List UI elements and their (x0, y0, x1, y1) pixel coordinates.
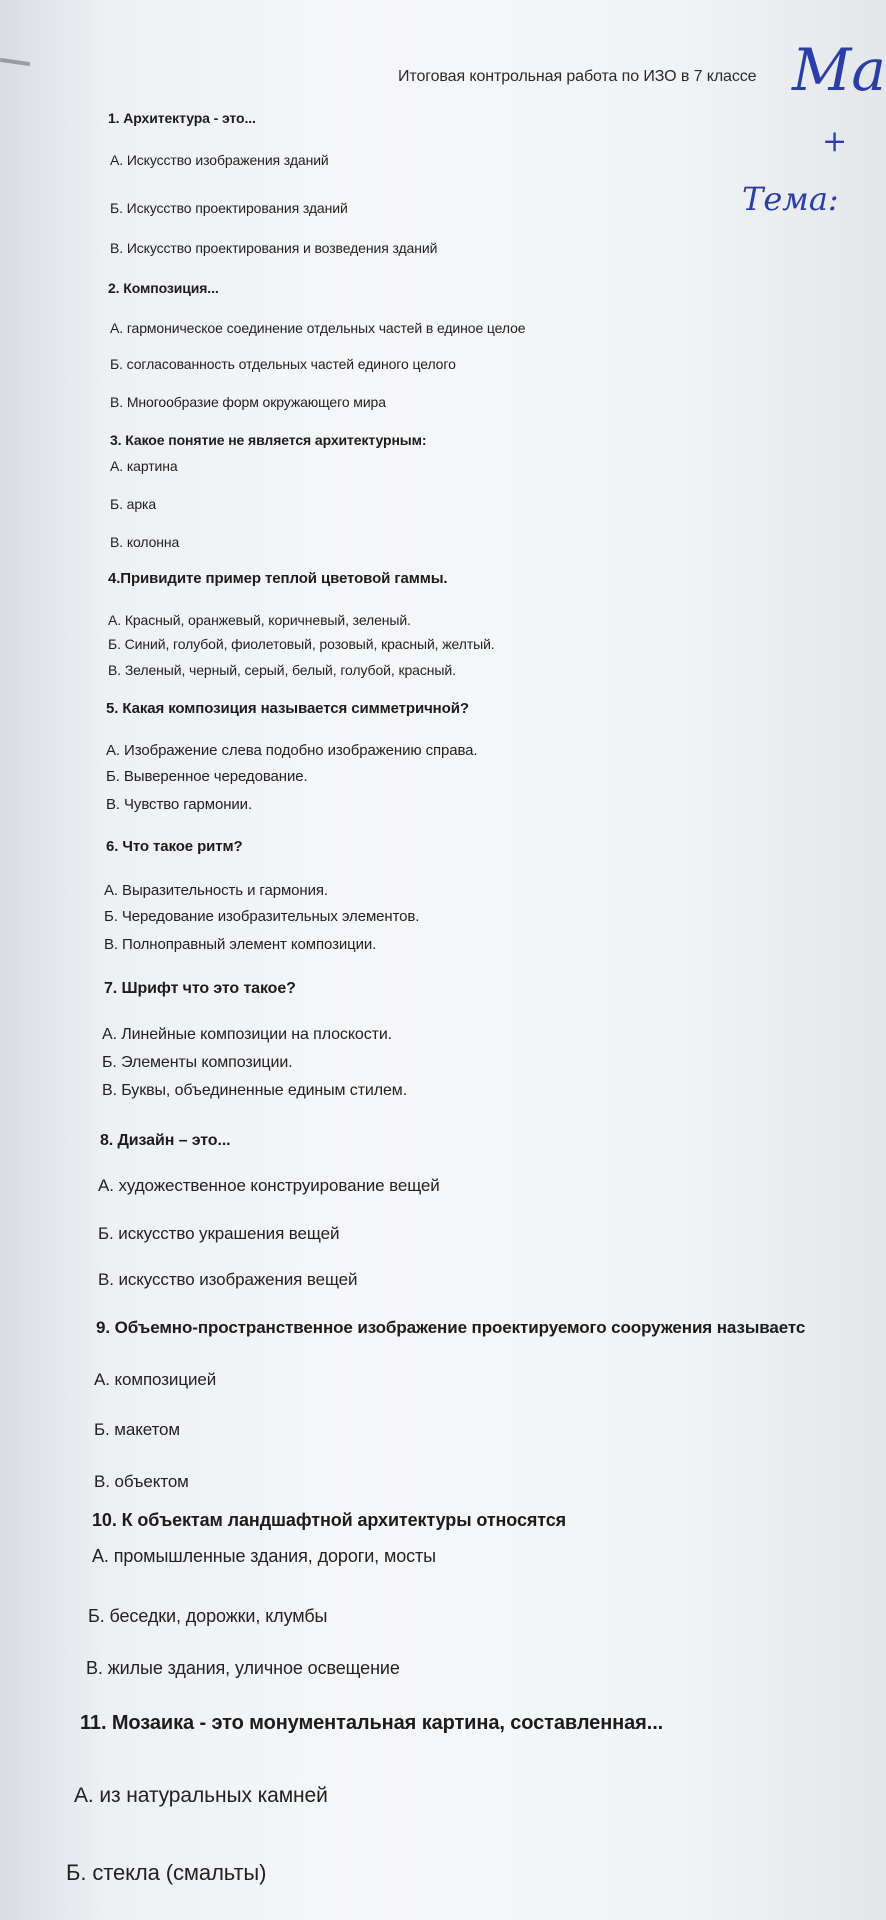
answer-2a: А. гармоническое соединение отдельных частей в единое целое (110, 320, 526, 336)
answer-9c: В. объектом (94, 1472, 189, 1491)
answer-4c: В. Зеленый, черный, серый, белый, голубой, красный. (108, 662, 456, 678)
answer-10a: А. промышленные здания, дороги, мосты (92, 1546, 437, 1566)
handwritten-plus: + (822, 124, 848, 159)
answer-3c: В. колонна (110, 534, 180, 550)
answer-7b: Б. Элементы композиции. (102, 1054, 293, 1071)
answer-4b: Б. Синий, голубой, фиолетовый, розовый, красный, желтый. (108, 636, 495, 652)
question-11: 11. Мозаика - это монументальная картина, составленная... (80, 1712, 664, 1734)
answer-9b: Б. макетом (94, 1420, 181, 1439)
answer-11b: Б. стекла (смальты) (66, 1860, 267, 1885)
answer-6c: В. Полноправный элемент композиции. (104, 936, 377, 953)
answer-6b: Б. Чередование изобразительных элементов. (104, 908, 420, 925)
answer-10b: Б. беседки, дорожки, клумбы (88, 1606, 328, 1626)
answer-5a: А. Изображение слева подобно изображению справа. (106, 742, 478, 759)
answer-2c: В. Многообразие форм окружающего мира (110, 394, 386, 410)
paper-shadow-edge (0, 58, 30, 66)
handwritten-topic: Тема: (742, 180, 839, 218)
answer-7c: В. Буквы, объединенные единым стилем. (102, 1082, 408, 1099)
question-5: 5. Какая композиция называется симметричной? (106, 700, 469, 717)
answer-9a: А. композицией (94, 1370, 217, 1389)
question-6: 6. Что такое ритм? (106, 838, 243, 855)
answer-5c: В. Чувство гармонии. (106, 796, 253, 813)
answer-4a: А. Красный, оранжевый, коричневый, зеленый. (108, 612, 411, 628)
handwritten-mark: Ма (792, 36, 886, 104)
answer-5b: Б. Выверенное чередование. (106, 768, 308, 785)
answer-7a: А. Линейные композиции на плоскости. (102, 1026, 393, 1043)
answer-3a: А. картина (110, 458, 178, 474)
question-7: 7. Шрифт что это такое? (104, 980, 296, 997)
question-1: 1. Архитектура - это... (108, 110, 256, 126)
question-9: 9. Объемно-пространственное изображение проектируемого сооружения называетс (96, 1318, 806, 1337)
answer-8b: Б. искусство украшения вещей (98, 1224, 340, 1243)
answer-1c: В. Искусство проектирования и возведения зданий (110, 240, 438, 256)
answer-8c: В. искусство изображения вещей (98, 1270, 358, 1289)
answer-3b: Б. арка (110, 496, 157, 512)
answer-11a: А. из натуральных камней (74, 1784, 328, 1807)
question-2: 2. Композиция... (108, 280, 219, 296)
question-8: 8. Дизайн – это... (100, 1132, 231, 1149)
answer-2b: Б. согласованность отдельных частей единого целого (110, 356, 456, 372)
answer-8a: А. художественное конструирование вещей (98, 1176, 440, 1195)
answer-10c: В. жилые здания, уличное освещение (86, 1658, 400, 1678)
answer-1a: А. Искусство изображения зданий (110, 152, 329, 168)
page-title: Итоговая контрольная работа по ИЗО в 7 классе (398, 68, 757, 85)
question-4: 4.Привидите пример теплой цветовой гаммы. (108, 570, 448, 587)
answer-6a: А. Выразительность и гармония. (104, 882, 328, 899)
answer-1b: Б. Искусство проектирования зданий (110, 200, 348, 216)
question-3: 3. Какое понятие не является архитектурным: (110, 432, 427, 448)
question-10: 10. К объектам ландшафтной архитектуры относятся (92, 1510, 567, 1530)
